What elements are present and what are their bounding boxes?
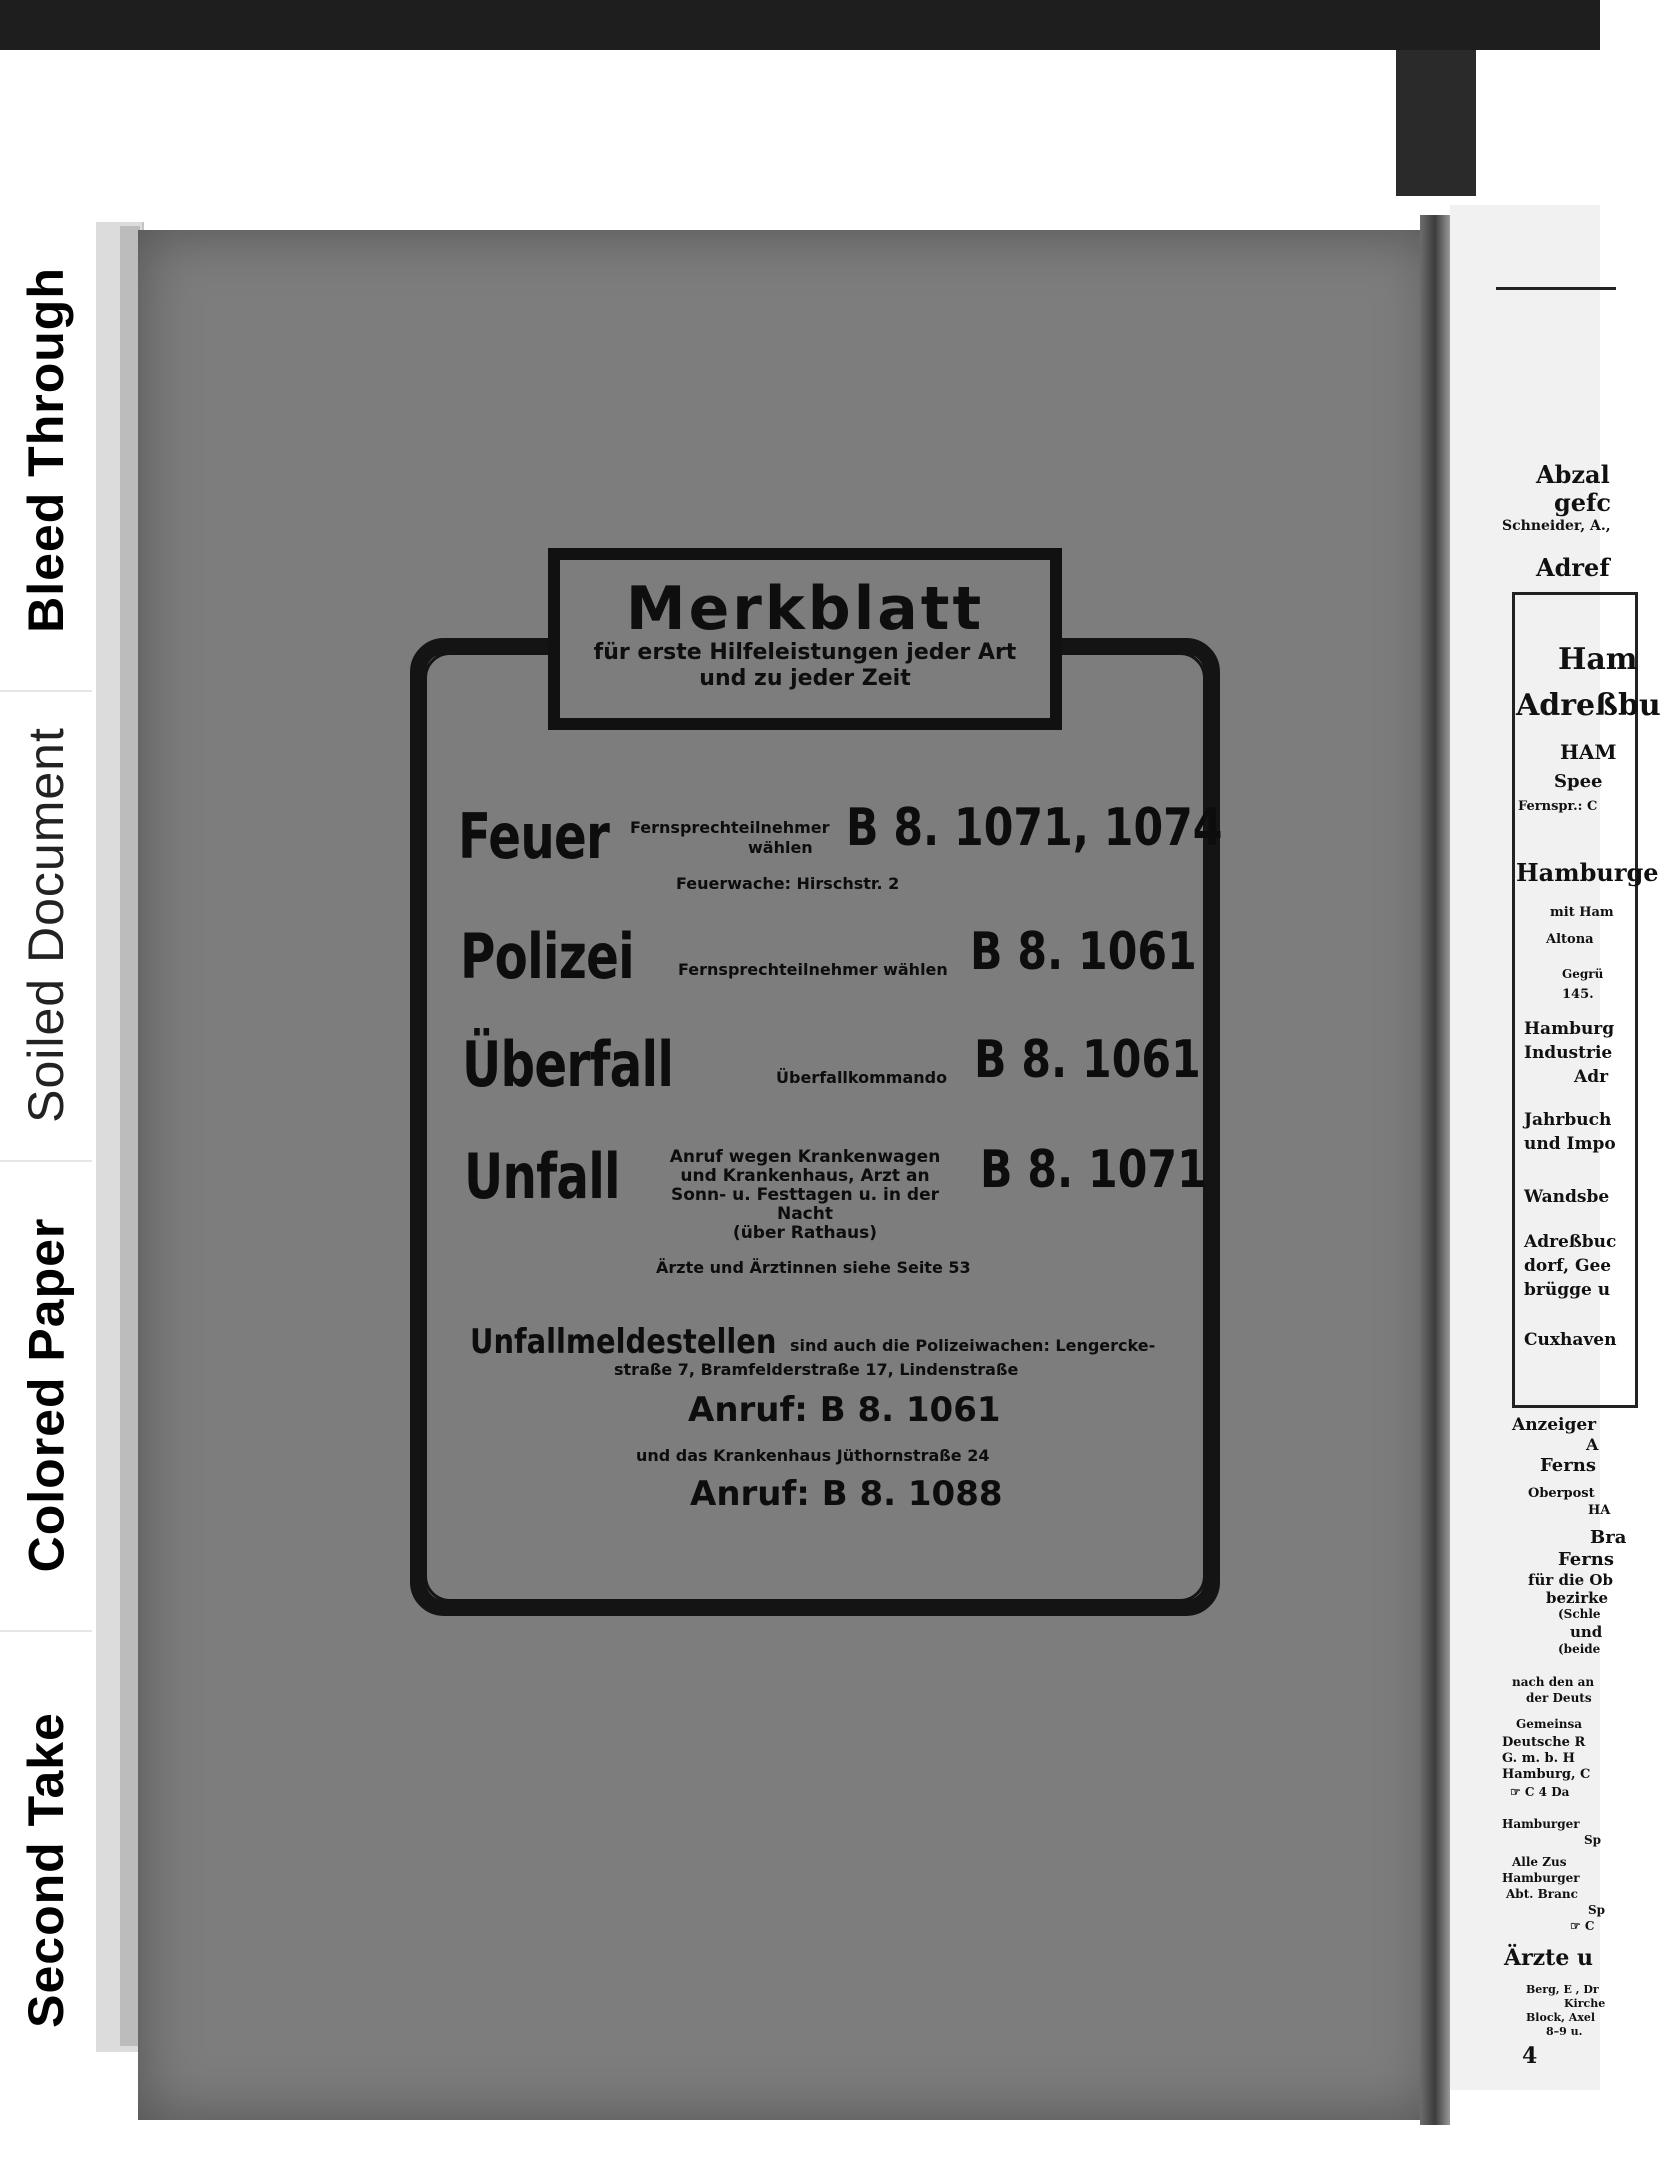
next-page <box>1450 205 1661 2090</box>
next-page-line: nach den an <box>1512 1675 1595 1689</box>
scanner-top-band <box>0 0 1600 50</box>
next-page-line: Spee <box>1554 771 1603 792</box>
next-page-line: HA <box>1588 1503 1611 1518</box>
unfall-label: Unfall <box>464 1140 620 1213</box>
polizei-number: B 8. 1061 <box>970 922 1197 982</box>
scanner-corner-shadow <box>1396 50 1476 196</box>
target-strip <box>0 210 92 2110</box>
target-label-second-take: Second Take <box>18 1712 74 2028</box>
next-page-line: Sp <box>1588 1903 1606 1917</box>
next-page-number: 4 <box>1522 2043 1538 2069</box>
next-page-rule <box>1496 287 1616 290</box>
next-page-line: (Schle <box>1558 1607 1601 1621</box>
next-page-line: gefc <box>1554 488 1611 517</box>
next-page-line: Alle Zus <box>1512 1855 1567 1869</box>
next-page-line: Wandsbe <box>1524 1187 1610 1207</box>
next-page-line: mit Ham <box>1550 905 1614 920</box>
next-page-line: ☞ C <box>1570 1919 1595 1933</box>
unfall-note-2: und Krankenhaus, Arzt an <box>680 1166 930 1186</box>
next-page-line: 8–9 u. <box>1546 2025 1583 2038</box>
next-page-line: Hamburg <box>1524 1019 1615 1039</box>
merkblatt-subtitle-1: für erste Hilfeleistungen jeder Art <box>593 640 1017 665</box>
meldestellen-text-2: straße 7, Bramfelderstraße 17, Lindenstraße <box>614 1360 1019 1379</box>
ueberfall-number: B 8. 1061 <box>974 1030 1201 1090</box>
ueberfall-label: Überfall <box>462 1028 674 1101</box>
meldestellen-anruf-2: Anruf: B 8. 1088 <box>690 1474 1003 1514</box>
meldestellen-label: Unfallmeldestellen <box>470 1322 777 1362</box>
merkblatt-title: Merkblatt <box>625 574 985 644</box>
merkblatt-title-box <box>548 548 1062 730</box>
next-page-line: Anzeiger <box>1512 1415 1597 1435</box>
next-page-line: Adr <box>1574 1067 1609 1087</box>
next-page-line: Altona <box>1546 932 1594 947</box>
unfall-note-3: Sonn- u. Festtagen u. in der Nacht <box>670 1185 939 1224</box>
next-page-line: Ferns <box>1540 1455 1596 1476</box>
paper-stack-edge-inner <box>120 226 140 2046</box>
meldestellen-hospital: und das Krankenhaus Jüthornstraße 24 <box>636 1446 990 1465</box>
next-page-line: und <box>1570 1623 1603 1641</box>
next-page-line: Gegrü <box>1562 967 1604 981</box>
feuer-note-1: Fernsprechteilnehmer <box>630 818 830 837</box>
next-page-line: Hamburg, C <box>1502 1767 1591 1782</box>
next-page-line: Fernspr.: C <box>1518 799 1598 814</box>
next-page-line: Bra <box>1590 1527 1627 1548</box>
next-page-line: der Deuts <box>1526 1691 1592 1705</box>
next-page-line: Adreßbu <box>1516 688 1661 723</box>
merkblatt-subtitle-2: und zu jeder Zeit <box>699 666 911 691</box>
target-label-soiled-document: Soiled Document <box>0 690 92 1162</box>
next-page-line: Ärzte u <box>1504 1945 1593 1971</box>
scanner-bottom-band <box>0 2150 1600 2177</box>
next-page-line: Adref <box>1536 553 1610 582</box>
target-label-bleed-through: Bleed Through <box>0 210 92 692</box>
next-page-line: Industrie <box>1524 1043 1613 1063</box>
ueberfall-note: Überfallkommando <box>776 1068 948 1087</box>
aerzte-note: Ärzte und Ärztinnen siehe Seite 53 <box>656 1258 971 1277</box>
next-page-line: Hamburger <box>1502 1871 1580 1885</box>
next-page-line: Gemeinsa <box>1516 1717 1583 1731</box>
meldestellen-anruf-1: Anruf: B 8. 1061 <box>688 1390 1001 1430</box>
next-page-line: Sp <box>1584 1833 1602 1847</box>
next-page-line: brügge u <box>1524 1280 1611 1300</box>
next-page-line: Berg, E , Dr <box>1526 1983 1599 1996</box>
polizei-note: Fernsprechteilnehmer wählen <box>678 960 948 979</box>
unfall-number: B 8. 1071 <box>980 1140 1207 1200</box>
next-page-line: Deutsche R <box>1502 1735 1586 1750</box>
feuer-label: Feuer <box>458 800 610 873</box>
feuer-note-2: wählen <box>748 838 813 857</box>
polizei-label: Polizei <box>460 920 634 993</box>
next-page-line: und Impo <box>1524 1134 1616 1154</box>
unfall-note <box>650 1148 960 1243</box>
next-page-line: Abzal <box>1536 460 1610 489</box>
next-page-line: Kirche <box>1564 1997 1606 2010</box>
target-label-colored-paper: Colored Paper <box>0 1160 92 1632</box>
next-page-line: Cuxhaven <box>1524 1330 1617 1350</box>
next-page-line: dorf, Gee <box>1524 1256 1612 1276</box>
next-page-line: Hamburge <box>1516 858 1659 887</box>
next-page-line: Jahrbuch <box>1524 1110 1612 1130</box>
next-page-line: Ham <box>1558 642 1638 677</box>
next-page-line: (beide <box>1558 1642 1601 1656</box>
feuer-station: Feuerwache: Hirschstr. 2 <box>676 874 900 893</box>
book-spine <box>1420 215 1450 2125</box>
next-page-line: ☞ C 4 Da <box>1510 1785 1570 1799</box>
next-page-line: Ferns <box>1558 1549 1614 1570</box>
next-page-line: HAM <box>1560 740 1617 764</box>
next-page-line: Abt. Branc <box>1506 1887 1578 1901</box>
next-page-line: Oberpost <box>1528 1486 1595 1501</box>
next-page-line: für die Ob <box>1528 1571 1613 1589</box>
unfall-note-1: Anruf wegen Krankenwagen <box>669 1147 941 1167</box>
next-page-line: Hamburger <box>1502 1817 1580 1831</box>
meldestellen-text-1: sind auch die Polizeiwachen: Lengercke- <box>790 1336 1156 1355</box>
next-page-line: G. m. b. H <box>1502 1751 1575 1766</box>
next-page-line: A <box>1586 1435 1599 1454</box>
next-page-line: bezirke <box>1546 1589 1609 1607</box>
unfall-note-4: (über Rathaus) <box>732 1223 878 1243</box>
next-page-line: 145. <box>1562 987 1594 1002</box>
next-page-line: Adreßbuc <box>1524 1232 1617 1252</box>
next-page-line: Schneider, A., <box>1502 518 1611 534</box>
next-page-line: Block, Axel <box>1526 2011 1596 2024</box>
feuer-number: B 8. 1071, 1074 <box>846 798 1223 858</box>
